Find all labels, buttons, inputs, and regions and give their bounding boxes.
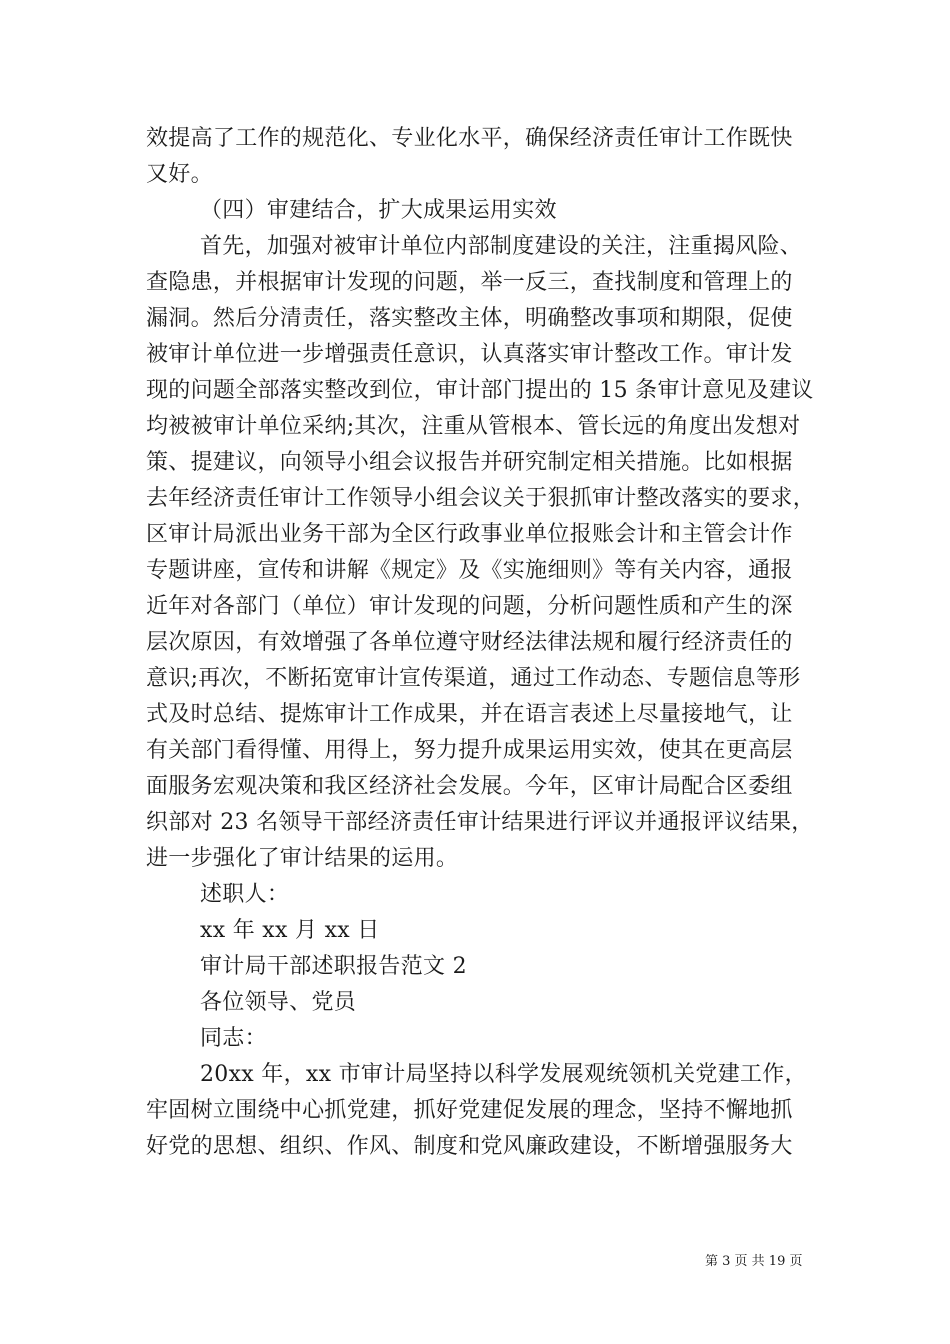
body-text-line: 区审计局派出业务干部为全区行政事业单位报账会计和主管会计作 — [146, 522, 793, 547]
body-text-line: 均被被审计单位采纳;其次，注重从管根本、管长远的角度出发想对 — [146, 414, 801, 439]
body-text-line: 进一步强化了审计结果的运用。 — [146, 846, 459, 871]
body-text-line: 又好。 — [146, 162, 213, 187]
date-line: xx 年 xx 月 xx 日 — [200, 918, 380, 943]
salutation-line: 同志： — [200, 1026, 267, 1051]
body-text-line: 策、提建议，向领导小组会议报告并研究制定相关措施。比如根据 — [146, 450, 793, 475]
document-title: 审计局干部述职报告范文 2 — [200, 954, 467, 979]
body-text-line: 织部对 23 名领导干部经济责任审计结果进行评议并通报评议结果， — [146, 810, 814, 835]
signature-label: 述职人： — [200, 882, 290, 907]
body-text-line: 层次原因，有效增强了各单位遵守财经法律法规和履行经济责任的 — [146, 630, 793, 655]
body-text-line: 好党的思想、组织、作风、制度和党风廉政建设，不断增强服务大 — [146, 1134, 793, 1159]
body-text-line: 牢固树立围绕中心抓党建，抓好党建促发展的理念，坚持不懈地抓 — [146, 1098, 793, 1123]
body-text-line: 去年经济责任审计工作领导小组会议关于狠抓审计整改落实的要求， — [146, 486, 816, 511]
body-text-line: 面服务宏观决策和我区经济社会发展。今年，区审计局配合区委组 — [146, 774, 793, 799]
body-text-line: 现的问题全部落实整改到位，审计部门提出的 15 条审计意见及建议 — [146, 378, 814, 403]
body-text-line: 效提高了工作的规范化、专业化水平，确保经济责任审计工作既快 — [146, 126, 793, 151]
body-text-line: 被审计单位进一步增强责任意识，认真落实审计整改工作。审计发 — [146, 342, 793, 367]
body-text-line: 首先，加强对被审计单位内部制度建设的关注，注重揭风险、 — [200, 234, 803, 259]
body-text-line: 专题讲座，宣传和讲解《规定》及《实施细则》等有关内容，通报 — [146, 558, 793, 583]
body-text-line: 漏洞。然后分清责任，落实整改主体，明确整改事项和期限，促使 — [146, 306, 793, 331]
section-heading: （四）审建结合，扩大成果运用实效 — [200, 198, 557, 223]
body-text-line: 20xx 年，xx 市审计局坚持以科学发展观统领机关党建工作， — [200, 1062, 807, 1087]
salutation-line: 各位领导、党员 — [200, 990, 357, 1015]
body-text-line: 式及时总结、提炼审计工作成果，并在语言表述上尽量接地气，让 — [146, 702, 793, 727]
body-text-line: 有关部门看得懂、用得上，努力提升成果运用实效，使其在更高层 — [146, 738, 793, 763]
body-text-line: 近年对各部门（单位）审计发现的问题，分析问题性质和产生的深 — [146, 594, 793, 619]
page-number-footer: 第 3 页 共 19 页 — [705, 1254, 803, 1269]
body-text-line: 意识;再次，不断拓宽审计宣传渠道，通过工作动态、专题信息等形 — [146, 666, 801, 691]
body-text-line: 查隐患，并根据审计发现的问题，举一反三，查找制度和管理上的 — [146, 270, 793, 295]
